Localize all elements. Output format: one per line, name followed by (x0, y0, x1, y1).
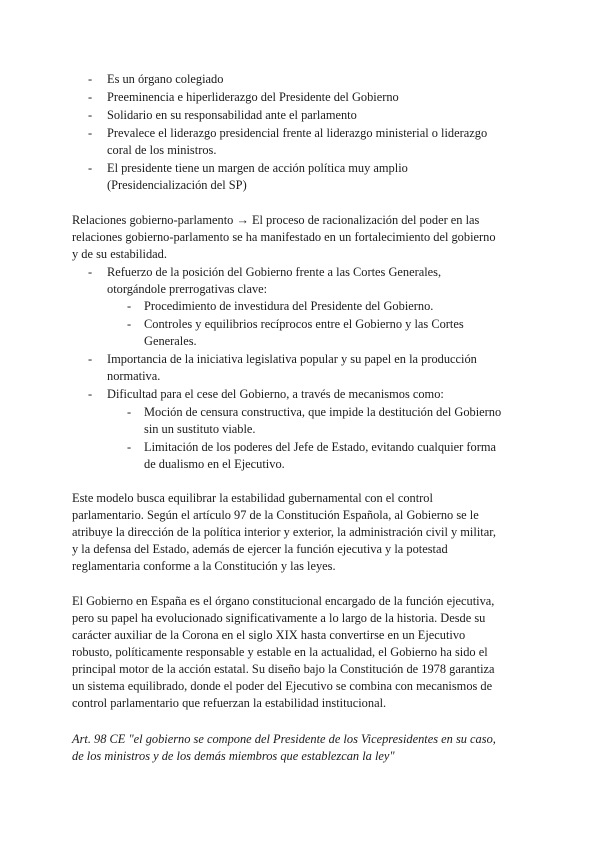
paragraph-line: El Gobierno en España es el órgano constitucional encargado de la función ejecutiva, (72, 594, 495, 608)
paragraph-line: atribuye la dirección de la política interior y exterior, la administración civil y militar, (72, 525, 496, 539)
list-item-text: Solidario en su responsabilidad ante el parlamento (107, 108, 357, 122)
paragraph-line: Este modelo busca equilibrar la estabilidad gubernamental con el control (72, 491, 433, 505)
paragraph-line: y de su estabilidad. (72, 247, 167, 261)
dash-marker: - (88, 90, 93, 104)
paragraph-line: pero su papel ha evolucionado significativamente a lo largo de la historia. Desde su (72, 611, 486, 625)
list-item-text: Preeminencia e hiperliderazgo del Presidente del Gobierno (107, 90, 399, 104)
dash-marker: - (88, 72, 93, 86)
paragraph-line: robusto, políticamente responsable y estable en la actualidad, el Gobierno ha sido el (72, 645, 488, 659)
paragraph-line: principal motor de la acción estatal. Su diseño bajo la Constitución de 1978 garantiza (72, 662, 495, 676)
quote-line: Art. 98 CE "el gobierno se compone del Presidente de los Vicepresidentes en su caso, (72, 732, 496, 746)
paragraph-line: relaciones gobierno-parlamento se ha manifestado en un fortalecimiento del gobierno (72, 230, 496, 244)
list-item-text: (Presidencialización del SP) (107, 178, 247, 192)
sub-list-item-text: de dualismo en el Ejecutivo. (144, 457, 285, 471)
sub-list-item-text: Moción de censura constructiva, que impide la destitución del Gobierno (144, 405, 502, 419)
list-item-text: Dificultad para el cese del Gobierno, a través de mecanismos como: (107, 387, 444, 401)
paragraph-line: control parlamentario que refuerzan la estabilidad institucional. (72, 696, 387, 710)
sub-list-item-text: Generales. (144, 334, 197, 348)
paragraph-line: reglamentaria conforme a la Constitución y las leyes. (72, 559, 336, 573)
sub-list-item-text: Procedimiento de investidura del Presidente del Gobierno. (144, 299, 434, 313)
quote-line: de los ministros y de los demás miembros que establezcan la ley" (72, 749, 395, 763)
dash-marker: - (88, 265, 93, 279)
sub-list-item-text: sin un sustituto viable. (144, 422, 256, 436)
dash-marker: - (88, 352, 93, 366)
dash-marker: - (88, 108, 93, 122)
list-item-text: Prevalece el liderazgo presidencial frente al liderazgo ministerial o liderazgo (107, 126, 488, 140)
dash-marker: - (127, 440, 132, 454)
list-item-text: normativa. (107, 369, 161, 383)
dash-marker: - (127, 317, 132, 331)
dash-marker: - (88, 126, 93, 140)
paragraph-line: y la defensa del Estado, además de ejercer la función ejecutiva y la potestad (72, 542, 448, 556)
list-item-text: El presidente tiene un margen de acción política muy amplio (107, 161, 408, 175)
dash-marker: - (88, 387, 93, 401)
list-item-text: coral de los ministros. (107, 143, 217, 157)
paragraph-line: Relaciones gobierno-parlamento → El proceso de racionalización del poder en las (72, 213, 480, 227)
dash-marker: - (127, 299, 132, 313)
sub-list-item-text: Controles y equilibrios recíprocos entre el Gobierno y las Cortes (144, 317, 464, 331)
dash-marker: - (88, 161, 93, 175)
list-item-text: Refuerzo de la posición del Gobierno frente a las Cortes Generales, (107, 265, 442, 279)
list-item-text: Es un órgano colegiado (107, 72, 224, 86)
dash-marker: - (127, 405, 132, 419)
paragraph-line: un sistema equilibrado, donde el poder del Ejecutivo se combina con mecanismos de (72, 679, 493, 693)
paragraph-line: carácter auxiliar de la Corona en el siglo XIX hasta convertirse en un Ejecutivo (72, 628, 466, 642)
paragraph-line: parlamentario. Según el artículo 97 de la Constitución Española, al Gobierno se le (72, 508, 479, 522)
sub-list-item-text: Limitación de los poderes del Jefe de Estado, evitando cualquier forma (144, 440, 496, 454)
list-item-text: Importancia de la iniciativa legislativa popular y su papel en la producción (107, 352, 477, 366)
list-item-text: otorgándole prerrogativas clave: (107, 282, 268, 296)
